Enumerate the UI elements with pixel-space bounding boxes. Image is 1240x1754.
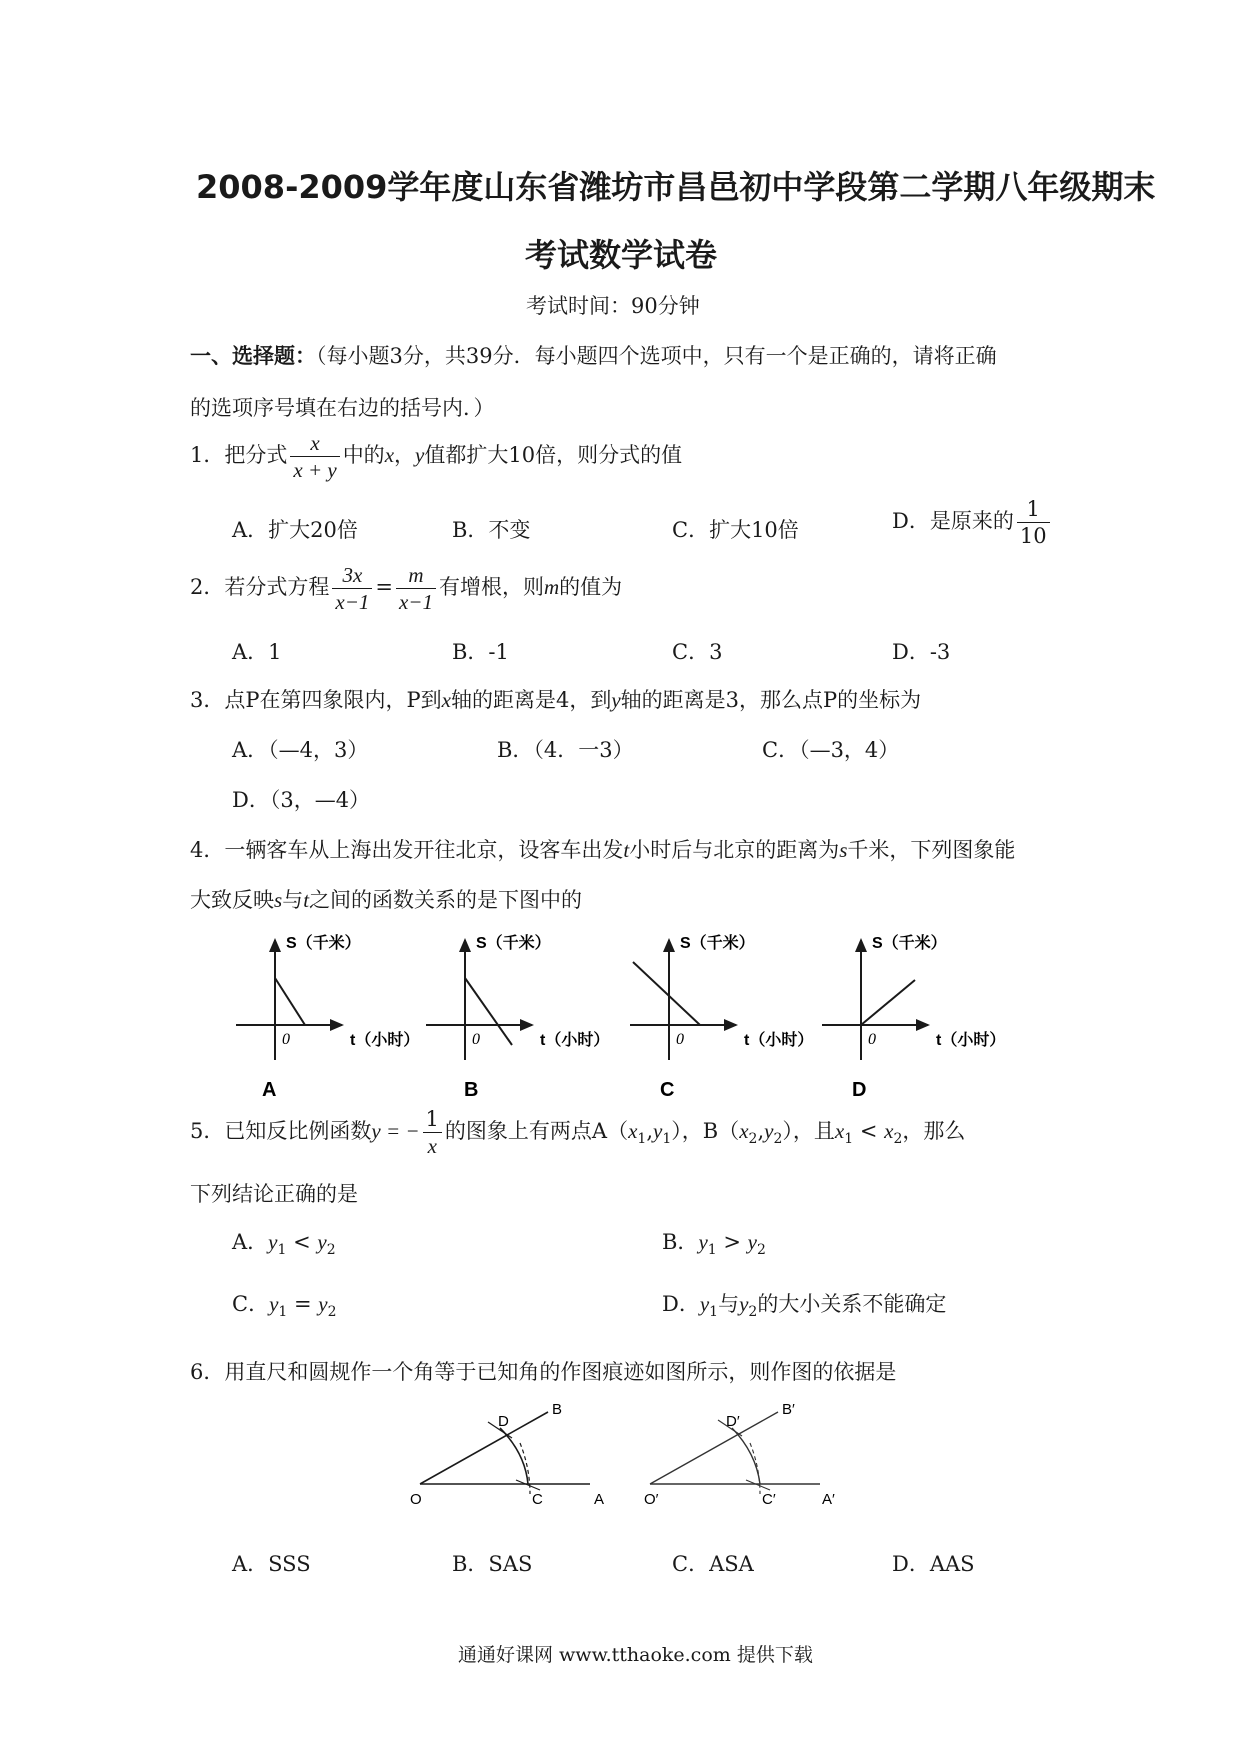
q5-mid3: ），且: [782, 1119, 835, 1144]
q5-x1-sub: 1: [637, 1131, 647, 1148]
graph-a: [236, 934, 419, 1101]
graph-c-t-axis: t（小时）: [744, 1032, 814, 1049]
q5-option-a: [232, 1226, 336, 1258]
q6-option-b: B．SAS: [452, 1552, 533, 1576]
q2-rnum: m: [396, 564, 436, 589]
q5-y2-sub: 2: [773, 1131, 783, 1148]
q5-mid2: ），B（: [671, 1119, 740, 1144]
q5-a-y2: y: [317, 1230, 327, 1254]
q1-option-d-fraction: [1017, 498, 1050, 547]
graph-b: [426, 934, 609, 1101]
question-2: [190, 564, 622, 613]
graph-b-t-axis: t（小时）: [540, 1032, 610, 1049]
q2-lnum: 3x: [332, 564, 372, 589]
q3-p1: 3．点P在第四象限内，P到: [190, 688, 442, 712]
q5-b-y2: y: [747, 1230, 757, 1254]
q5-y2: y: [764, 1119, 774, 1144]
q5-b-rel: >: [716, 1230, 748, 1254]
q3-option-d: D．（3，—4）: [232, 788, 371, 812]
q1-d-den: 10: [1019, 524, 1047, 549]
q3-y: y: [611, 688, 621, 712]
q1-option-a: A．扩大20倍: [232, 518, 358, 542]
q5-x2-sub: 2: [748, 1131, 758, 1148]
q2-right-fraction: [396, 564, 436, 613]
q4-s-2: s: [274, 888, 283, 912]
q4-t: t: [623, 838, 630, 862]
q5-x2: x: [739, 1119, 749, 1144]
q5-y1: y: [653, 1119, 663, 1144]
q5-d-sub1: 1: [709, 1304, 719, 1321]
q5-a-sub2: 2: [326, 1242, 336, 1259]
q5-cond-x2-sub: 2: [893, 1131, 903, 1148]
question-3: [190, 684, 921, 714]
q6-option-c: C．ASA: [672, 1552, 754, 1576]
q4-l2a: 大致反映: [190, 888, 274, 912]
graph-c-label: C: [660, 1079, 675, 1101]
q2-m: m: [543, 575, 560, 600]
q5-a-sub1: 1: [277, 1242, 287, 1259]
q2-option-d: D．-3: [892, 640, 951, 664]
question-6: 6．用直尺和圆规作一个角等于已知角的作图痕迹如图所示，则作图的依据是: [190, 1360, 897, 1384]
q1-comma: ，: [394, 443, 416, 468]
q6-figures: [0, 1398, 1240, 1508]
exam-time: 考试时间：90分钟: [526, 294, 700, 318]
q5-a-label: A．: [232, 1230, 269, 1254]
q6-left-c: C: [532, 1491, 543, 1508]
q1-pre: 1．把分式: [190, 443, 288, 468]
q5-b-label: B．: [662, 1230, 699, 1254]
graph-c-line: [633, 962, 700, 1025]
q1-y: y: [415, 443, 425, 468]
q6-figure-left: [410, 1401, 604, 1508]
q5-c-y2: y: [318, 1292, 328, 1316]
q4-l2b: 与: [282, 888, 304, 912]
q5-b-sub2: 2: [756, 1242, 766, 1259]
q2-lden: x−1: [335, 590, 370, 615]
q5-lt: <: [853, 1119, 885, 1144]
graph-b-origin: 0: [472, 1031, 480, 1048]
q1-option-b: B．不变: [452, 518, 531, 542]
q4-graphs: [0, 930, 1240, 1110]
question-4-line-1: [190, 834, 1015, 864]
graph-d: [822, 934, 1005, 1101]
q2-option-c: C．3: [672, 640, 723, 664]
title-line-2: 考试数学试卷: [525, 236, 718, 274]
q5-den: x: [427, 1134, 437, 1159]
q4-l2c: 之间的函数关系的是下图中的: [309, 888, 583, 912]
q5-pre: 5．已知反比例函数: [190, 1119, 372, 1144]
q5-d-y1: y: [699, 1292, 710, 1316]
q3-option-a: A．（—4，3）: [232, 738, 369, 762]
q1-option-d: [892, 498, 1053, 547]
q6-right-o: O′: [644, 1491, 659, 1508]
q1-mid: 中的: [342, 443, 385, 468]
q3-p3: 轴的距离是3，那么点P的坐标为: [620, 688, 922, 712]
q6-left-b: B: [552, 1401, 563, 1418]
q6-option-d: D．AAS: [892, 1552, 975, 1576]
q6-left-o: O: [410, 1491, 422, 1508]
q5-c-sub2: 2: [327, 1304, 337, 1321]
section-1-desc-2: 的选项序号填在右边的括号内．）: [190, 396, 495, 420]
graph-b-label: B: [464, 1079, 479, 1101]
q5-fraction: [423, 1108, 442, 1157]
q5-d-label: D．: [662, 1292, 700, 1316]
q2-left-fraction: [332, 564, 372, 613]
q5-d-y2: y: [739, 1292, 749, 1316]
graph-b-s-axis: S（千米）: [476, 935, 551, 952]
q5-c-label: C．: [232, 1292, 270, 1316]
q4-l1b: 小时后与北京的距离为: [629, 838, 840, 862]
q1-frac-num: x: [290, 432, 339, 457]
q4-l1c: 千米，下列图象能: [847, 838, 1016, 862]
q5-d-rel: 与: [718, 1292, 740, 1316]
graph-c: [630, 934, 813, 1101]
q5-b-sub1: 1: [707, 1242, 717, 1259]
q5-option-c: [232, 1288, 337, 1320]
q6-right-b: B′: [782, 1401, 795, 1418]
q5-func: y = −: [371, 1119, 420, 1144]
q4-t-2: t: [303, 888, 310, 912]
question-5-line-1: 5．已知反比例函数y = − $\frac{1}{x}$ 的图象上有两点$A(x_1,y_1)$，$B(x_2,y_2)$，且$x_1 < x_2$，那么: [190, 1107, 966, 1159]
q4-s: s: [839, 838, 848, 862]
q3-p2: 轴的距离是4，到: [450, 688, 612, 712]
q6-figure-right: [644, 1401, 835, 1508]
section-1-heading: 一、选择题：: [190, 344, 316, 368]
q5-c-y1: y: [269, 1292, 279, 1316]
q2-mid: 有增根，则: [438, 575, 544, 600]
footer: 通通好课网 www.tthaoke.com 提供下载: [458, 1644, 813, 1666]
graph-c-origin: 0: [676, 1031, 684, 1048]
q2-post: 的值为: [559, 575, 623, 600]
q1-option-d-text: D．是原来的: [892, 509, 1014, 534]
q5-post: ，那么: [902, 1119, 966, 1144]
q2-option-a: A．1: [232, 640, 282, 664]
q6-right-a: A′: [822, 1491, 835, 1508]
q6-left-a: A: [594, 1491, 605, 1508]
q5-c-sub1: 1: [278, 1304, 288, 1321]
q6-right-c: C′: [762, 1491, 776, 1508]
graph-d-line: [861, 980, 915, 1025]
question-4-line-2: [190, 884, 582, 914]
graph-a-origin: 0: [282, 1031, 290, 1048]
graph-a-label: A: [262, 1079, 277, 1101]
q5-c-rel: =: [287, 1292, 319, 1316]
graph-c-s-axis: S（千米）: [680, 935, 755, 952]
q1-option-c: C．扩大10倍: [672, 518, 799, 542]
graph-a-line: [275, 978, 305, 1025]
graph-a-s-axis: S（千米）: [286, 935, 361, 952]
q5-d-sub2: 2: [748, 1304, 758, 1321]
q6-right-d: D′: [726, 1413, 740, 1430]
title-line-1: 2008-2009学年度山东省潍坊市昌邑初中学段第二学期八年级期末: [196, 168, 1156, 206]
q2-pre: 2．若分式方程: [190, 575, 330, 600]
q2-equals: =: [375, 575, 393, 600]
q5-cond-x2: x: [884, 1119, 894, 1144]
q5-option-b: [662, 1226, 766, 1258]
q5-x1: x: [628, 1119, 638, 1144]
q5-cond-x1: x: [834, 1119, 845, 1144]
q5-cond-x1-sub: 1: [844, 1131, 854, 1148]
section-1-line-1: [190, 340, 997, 370]
graph-d-t-axis: t（小时）: [936, 1032, 1006, 1049]
graph-d-origin: 0: [868, 1031, 876, 1048]
q3-x: x: [441, 688, 451, 712]
q6-left-d: D: [498, 1413, 509, 1430]
q5-line-2: 下列结论正确的是: [190, 1182, 358, 1206]
q3-option-b: B．（4．一3）: [497, 738, 634, 762]
q5-y1-sub: 1: [662, 1131, 672, 1148]
q5-a-y1: y: [268, 1230, 278, 1254]
q1-fraction: [290, 432, 339, 481]
q5-mid: 的图象上有两点A（: [444, 1119, 629, 1144]
q1-post: 值都扩大10倍，则分式的值: [424, 443, 683, 468]
q5-option-d: [662, 1288, 946, 1320]
q5-d-tail: 的大小关系不能确定: [757, 1292, 947, 1316]
q1-x: x: [384, 443, 395, 468]
graph-d-label: D: [852, 1079, 867, 1101]
q4-l1a: 4．一辆客车从上海出发开往北京，设客车出发: [190, 838, 624, 862]
q3-option-c: C．（—3，4）: [762, 738, 900, 762]
q2-rden: x−1: [398, 590, 433, 615]
section-1-desc-1: （每小题3分，共39分．每小题四个选项中，只有一个是正确的，请将正确: [316, 344, 997, 368]
graph-d-s-axis: S（千米）: [872, 935, 947, 952]
q2-option-b: B．-1: [452, 640, 509, 664]
graph-a-t-axis: t（小时）: [350, 1032, 420, 1049]
q1-frac-den: x + y: [293, 458, 337, 483]
q5-b-y1: y: [698, 1230, 708, 1254]
q5-a-rel: <: [286, 1230, 318, 1254]
q1-d-num: 1: [1017, 498, 1050, 523]
q6-option-a: A．SSS: [232, 1552, 311, 1576]
q5-num: 1: [423, 1108, 442, 1133]
question-1: [190, 432, 682, 481]
